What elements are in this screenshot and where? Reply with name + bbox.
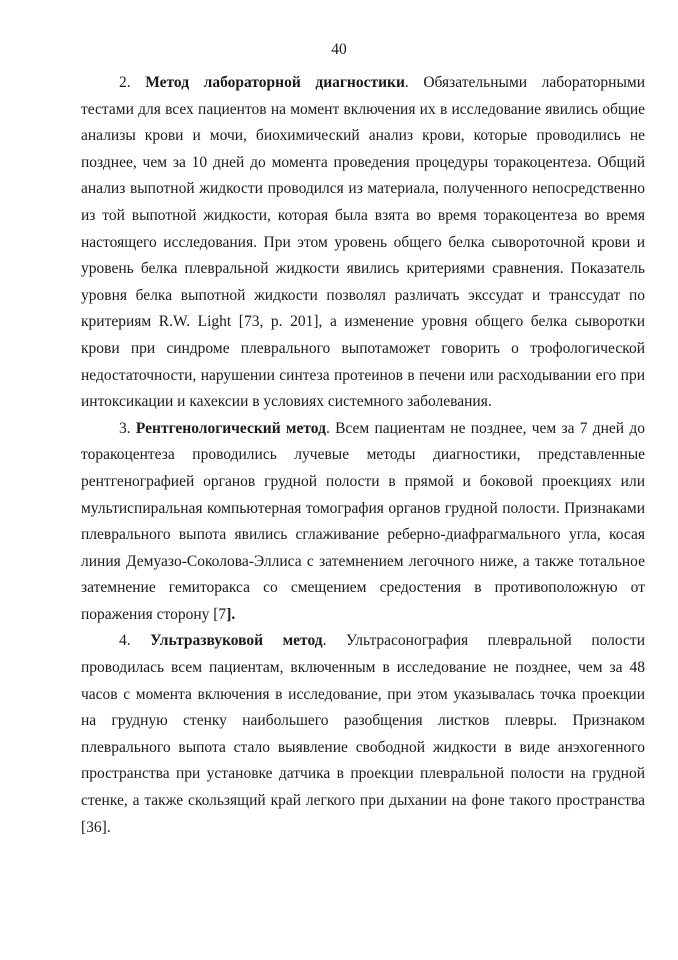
page-number: 40 (331, 41, 347, 58)
body-text (81, 70, 645, 841)
paragraph-laboratory-method (81, 70, 645, 416)
paragraph-tail: ]. (226, 605, 236, 623)
paragraph-radiological-method (81, 416, 645, 629)
paragraph-heading: Рентгенологический метод (135, 419, 326, 437)
paragraph-heading: Метод лабораторной диагностики (145, 74, 405, 91)
paragraph-text: . Всем пациентам не позднее, чем за 7 дней до торакоцентеза проводились лучевые методы диагностики, представленные рентгенографией органов грудной полости в прямой и боковой проекциях или мультиспиральная компьютерная томография органов грудной полости. Признаками плеврального выпота явились сглаживание реберно-диафрагмального угла, косая линия Демуазо-Соколова-Эллиса с затемнением легочного ниже, а также тотальное затемнение гемиторакса со смещением средостения в противоположную от поражения сторону [7 (81, 419, 645, 623)
paragraph-number: 3. (119, 419, 136, 437)
paragraph-number: 4. (119, 632, 151, 650)
paragraph-ultrasound-method (81, 628, 645, 841)
paragraph-text: . Ультрасонография плевральной полости проводилась всем пациентам, включенным в исследование не позднее, чем за 48 часов с момента включения в исследование, при этом указывалась точка проекции на грудную стенку наибольшего разобщения листков плевры. Признаком плеврального выпота стало выявление свободной жидкости в виде анэхогенного пространства при установке датчика в проекции плевральной полости на грудной стенке, а также скользящий край легкого при дыхании на фоне такого пространства [36]. (81, 632, 645, 836)
paragraph-text: . Обязательными лабораторными тестами для всех пациентов на момент включения их в исследование явились общие анализы крови и мочи, биохимический анализ крови, которые проводились не позднее, чем за 10 дней до момента проведения процедуры торакоцентеза. Общий анализ выпотной жидкости проводился из материала, полученного непосредственно из той выпотной жидкости, которая была взята во время торакоцентеза во время настоящего исследования. При этом уровень общего белка сывороточной крови и уровень белка плевральной жидкости явились критериями сравнения. Показатель уровня белка выпотной жидкости позволял различать экссудат и транссудат по критериям R.W. Light [73, p. 201], а изменение уровня общего белка сыворотки крови при синдроме плеврального выпотаможет говорить о трофологической недостаточности, нарушении синтеза протеинов в печени или расходывании его при интоксикации и кахексии в условиях системного заболевания. (81, 74, 645, 411)
paragraph-heading: Ультразвуковой метод (150, 632, 323, 650)
paragraph-number: 2. (119, 74, 146, 91)
